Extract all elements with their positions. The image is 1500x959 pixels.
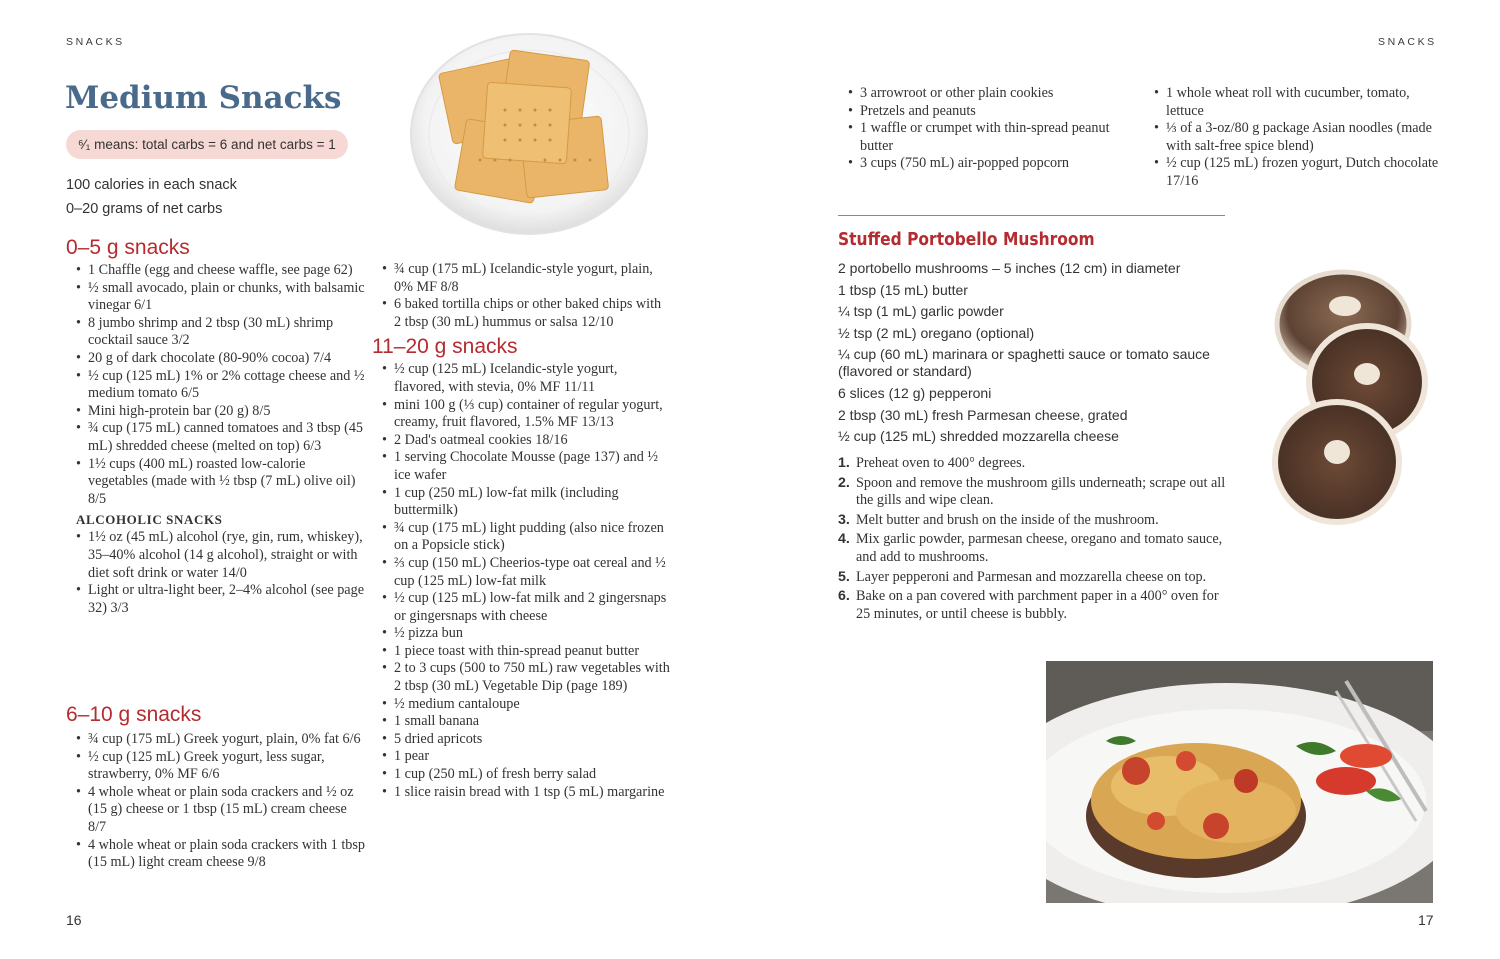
list-item: • 1½ oz (45 mL) alcohol (rye, gin, rum, whiskey), 35–40% alcohol (14 g alcohol), straight or with diet soft drink or water 14/0	[66, 529, 366, 582]
carb-note-badge: ⁶⁄₁ means: total carbs = 6 and net carbs = 1	[66, 130, 348, 159]
list-item: • 8 jumbo shrimp and 2 tbsp (30 mL) shrimp cocktail sauce 3/2	[66, 315, 366, 350]
running-head-left: SNACKS	[66, 36, 125, 48]
alcoholic-snacks-heading: ALCOHOLIC SNACKS	[76, 512, 223, 528]
list-item: • ½ cup (125 mL) Icelandic-style yogurt, flavored, with stevia, 0% MF 11/11	[372, 361, 670, 396]
list-item: • 4 whole wheat or plain soda crackers and ½ oz (15 g) cheese or 1 tbsp (15 mL) cream cheese 8/7	[66, 784, 366, 837]
list-item: • 20 g of dark chocolate (80-90% cocoa) 7/4	[66, 350, 366, 368]
recipe-title: Stuffed Portobello Mushroom	[838, 229, 1095, 250]
mushrooms-photo	[1265, 262, 1440, 534]
list-item: • 5 dried apricots	[372, 731, 670, 749]
ingredient: 2 portobello mushrooms – 5 inches (12 cm) in diameter	[838, 260, 1181, 276]
ingredient: ¼ tsp (1 mL) garlic powder	[838, 303, 1004, 320]
list-item: • ½ cup (125 mL) low-fat milk and 2 gingersnaps or gingersnaps with cheese	[372, 590, 670, 625]
list-item: • ½ medium cantaloupe	[372, 696, 670, 714]
heading-11-20g: 11–20 g snacks	[372, 335, 518, 359]
list-item: • 2 to 3 cups (500 to 750 mL) raw vegetables with 2 tbsp (30 mL) Vegetable Dip (page 189)	[372, 660, 670, 695]
list-item: • ½ pizza bun	[372, 625, 670, 643]
list-item: • 1 cup (250 mL) low-fat milk (including buttermilk)	[372, 485, 670, 520]
crackers-photo	[405, 30, 655, 238]
list-item: • 1 cup (250 mL) of fresh berry salad	[372, 766, 670, 784]
list-item: • Light or ultra-light beer, 2–4% alcohol (see page 32) 3/3	[66, 582, 366, 617]
list-item: • 1 pear	[372, 748, 670, 766]
list-item: • 1 waffle or crumpet with thin-spread peanut butter	[838, 120, 1118, 155]
list-11-20g	[372, 361, 670, 801]
recipe-ingredients	[838, 260, 1230, 450]
ingredient: ½ cup (125 mL) shredded mozzarella cheese	[838, 428, 1119, 445]
heading-0-5g: 0–5 g snacks	[66, 236, 190, 259]
list-item: • ¾ cup (175 mL) Greek yogurt, plain, 0% fat 6/6	[66, 731, 366, 749]
list-item: • 1 Chaffle (egg and cheese waffle, see page 62)	[66, 262, 366, 280]
list-item: • Mini high-protein bar (20 g) 8/5	[66, 403, 366, 421]
heading-6-10g: 6–10 g snacks	[66, 703, 202, 726]
column-2	[372, 261, 670, 801]
intro-text	[66, 173, 237, 221]
recipe-divider	[838, 215, 1225, 216]
list-item: • 3 arrowroot or other plain cookies	[838, 85, 1118, 103]
list-item: • 1½ cups (400 mL) roasted low-calorie vegetables (made with ½ tbsp (7 mL) olive oil) 8/5	[66, 456, 366, 509]
page-title: Medium Snacks	[65, 80, 342, 116]
list-item: • ½ small avocado, plain or chunks, with balsamic vinegar 6/1	[66, 280, 366, 315]
list-item: • 1 slice raisin bread with 1 tsp (5 mL) margarine	[372, 784, 670, 802]
list-item: • 1 serving Chocolate Mousse (page 137) and ½ ice wafer	[372, 449, 670, 484]
list-item: • ½ cup (125 mL) Greek yogurt, less sugar, strawberry, 0% MF 6/6	[66, 749, 366, 784]
recipe-step	[838, 588, 1230, 623]
stuffed-mushroom-photo	[1046, 661, 1433, 903]
ingredient: 2 tbsp (30 mL) fresh Parmesan cheese, grated	[838, 406, 1128, 423]
list-6-10g	[66, 731, 366, 872]
ingredient: 6 slices (12 g) pepperoni	[838, 384, 992, 401]
step-text: Melt butter and brush on the inside of the mushroom.	[856, 511, 1159, 528]
step-number: 6.	[838, 588, 850, 605]
list-item: • ⅓ of a 3-oz/80 g package Asian noodles (made with salt-free spice blend)	[1144, 120, 1440, 155]
recipe-step	[838, 475, 1230, 510]
recipe-step	[838, 512, 1230, 530]
step-text: Layer pepperoni and Parmesan and mozzarella cheese on top.	[856, 568, 1207, 585]
step-number: 3.	[838, 511, 850, 528]
list-item: • ⅔ cup (150 mL) Cheerios-type oat cereal and ½ cup (125 mL) low-fat milk	[372, 555, 670, 590]
step-number: 5.	[838, 568, 850, 585]
column-1-lower	[66, 703, 366, 872]
step-number: 2.	[838, 474, 850, 491]
list-item: • 1 piece toast with thin-spread peanut butter	[372, 643, 670, 661]
list-item: • 6 baked tortilla chips or other baked chips with 2 tbsp (30 mL) hummus or salsa 12/10	[372, 296, 670, 331]
column-1	[66, 236, 366, 617]
page-number-right: 17	[1418, 912, 1434, 928]
list-item: • ½ cup (125 mL) frozen yogurt, Dutch chocolate 17/16	[1144, 155, 1440, 190]
intro-calories: 100 calories in each snack	[66, 177, 237, 193]
ingredient: ¼ cup (60 mL) marinara or spaghetti sauce or tomato sauce (flavored or standard)	[838, 346, 1210, 380]
list-item: • ¾ cup (175 mL) light pudding (also nice frozen on a Popsicle stick)	[372, 520, 670, 555]
list-item: • 1 whole wheat roll with cucumber, tomato, lettuce	[1144, 85, 1440, 120]
continued-list-col2	[1144, 85, 1440, 191]
step-number: 1.	[838, 455, 850, 471]
intro-carbs: 0–20 grams of net carbs	[66, 201, 223, 217]
recipe-step	[838, 531, 1230, 566]
recipe-step	[838, 569, 1230, 587]
recipe-step	[838, 455, 1230, 473]
ingredient: ½ tsp (2 mL) oregano (optional)	[838, 324, 1035, 341]
ingredient: 1 tbsp (15 mL) butter	[838, 281, 968, 298]
list-item: • 4 whole wheat or plain soda crackers with 1 tbsp (15 mL) light cream cheese 9/8	[66, 837, 366, 872]
list-item: • mini 100 g (⅓ cup) container of regular yogurt, creamy, fruit flavored, 1.5% MF 13/13	[372, 397, 670, 432]
list-item: • ¾ cup (175 mL) Icelandic-style yogurt, plain, 0% MF 8/8	[372, 261, 670, 296]
list-0-5g	[66, 262, 366, 617]
step-text: Preheat oven to 400° degrees.	[856, 455, 1026, 471]
list-item: • ¾ cup (175 mL) canned tomatoes and 3 tbsp (45 mL) shredded cheese (melted on top) 6/3	[66, 420, 366, 455]
recipe-steps	[838, 455, 1230, 625]
list-6-10g-continued	[372, 261, 670, 331]
list-item: • Pretzels and peanuts	[838, 103, 1118, 121]
step-text: Bake on a pan covered with parchment paper in a 400° oven for 25 minutes, or until cheese is bubbly.	[856, 588, 1219, 622]
list-item: • 1 small banana	[372, 713, 670, 731]
continued-list-col1	[838, 85, 1118, 173]
list-item: • ½ cup (125 mL) 1% or 2% cottage cheese and ½ medium tomato 6/5	[66, 368, 366, 403]
page-number-left: 16	[66, 912, 82, 928]
running-head-right: SNACKS	[1378, 36, 1437, 48]
step-number: 4.	[838, 531, 850, 548]
list-item: • 3 cups (750 mL) air-popped popcorn	[838, 155, 1118, 173]
list-item: • 2 Dad's oatmeal cookies 18/16	[372, 432, 670, 450]
step-text: Mix garlic powder, parmesan cheese, oregano and tomato sauce, and add to mushrooms.	[856, 531, 1223, 565]
step-text: Spoon and remove the mushroom gills underneath; scrape out all the gills and wipe clean.	[856, 474, 1226, 509]
